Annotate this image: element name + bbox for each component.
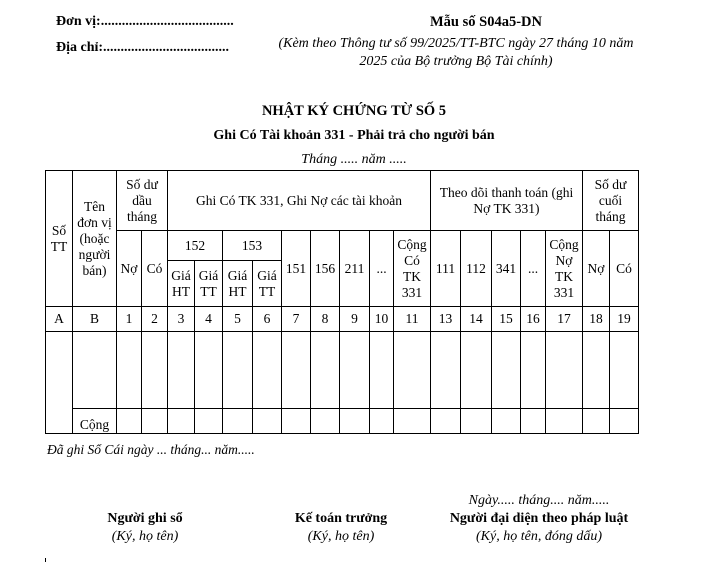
document-title: NHẬT KÝ CHỨNG TỪ SỐ 5 [261, 103, 447, 119]
header-acc-112: 112 [461, 231, 492, 307]
column-code: 16 [521, 307, 546, 332]
data-cell [394, 332, 431, 409]
data-cell [195, 332, 223, 409]
address-field-label: Địa chỉ:.................................... [56, 40, 230, 55]
total-cell [311, 409, 340, 434]
total-cell [521, 409, 546, 434]
header-acc-156: 156 [311, 231, 340, 307]
header-opening-credit: Có [142, 231, 168, 307]
data-cell [46, 332, 73, 434]
header-acc-151: 151 [282, 231, 311, 307]
data-cell [583, 332, 610, 409]
data-cell [168, 332, 195, 409]
column-code: 8 [311, 307, 340, 332]
data-cell [431, 332, 461, 409]
total-cell [492, 409, 521, 434]
table-row [46, 332, 639, 409]
signature-date-line: Ngày..... tháng.... năm..... [468, 493, 610, 508]
header-acc-other: ... [370, 231, 394, 307]
column-code: 19 [610, 307, 639, 332]
column-code: 13 [431, 307, 461, 332]
column-code: 7 [282, 307, 311, 332]
header-152-price-ht: Giá HT [168, 261, 195, 307]
column-code: 2 [142, 307, 168, 332]
data-cell [340, 332, 370, 409]
column-code: 17 [546, 307, 583, 332]
total-cell [546, 409, 583, 434]
signature-recorder [70, 510, 220, 546]
column-code: B [73, 307, 117, 332]
column-code: 14 [461, 307, 492, 332]
header-payment-group: Theo dõi thanh toán (ghi Nợ TK 331) [431, 171, 583, 231]
signature-chief-accountant [266, 510, 416, 546]
total-label: Cộng [73, 409, 117, 434]
circular-note: (Kèm theo Thông tư số 99/2025/TT-BTC ngày 27 tháng 10 năm 2025 của Bộ trưởng Bộ Tài chính) [278, 36, 634, 69]
unit-field-label: Đơn vị:...................................... [56, 14, 234, 29]
total-cell [340, 409, 370, 434]
column-code: 6 [253, 307, 282, 332]
header-opening-debit: Nợ [117, 231, 142, 307]
data-cell [253, 332, 282, 409]
header-supplier: Tên đơn vị (hoặc người bán) [73, 171, 117, 307]
column-code: 5 [223, 307, 253, 332]
total-cell [117, 409, 142, 434]
header-152-price-tt: Giá TT [195, 261, 223, 307]
data-cell [461, 332, 492, 409]
column-code-row [46, 307, 639, 332]
header-total-debit-331: Cộng Nợ TK 331 [546, 231, 583, 307]
header-153-price-ht: Giá HT [223, 261, 253, 307]
total-cell [195, 409, 223, 434]
total-cell [168, 409, 195, 434]
data-cell [117, 332, 142, 409]
header-acc-111: 111 [431, 231, 461, 307]
header-opening-balance: Số dư dầu tháng [117, 171, 168, 231]
header-acc-211: 211 [340, 231, 370, 307]
ledger-posted-note: Đã ghi Sổ Cái ngày ... tháng... năm..... [47, 442, 255, 457]
header-closing-debit: Nợ [583, 231, 610, 307]
data-cell [142, 332, 168, 409]
header-acc-152: 152 [168, 231, 223, 261]
total-cell [253, 409, 282, 434]
header-closing-balance: Số dư cuối tháng [583, 171, 639, 231]
header-acc-341: 341 [492, 231, 521, 307]
total-cell [583, 409, 610, 434]
header-acc-other-debit: ... [521, 231, 546, 307]
column-code: 10 [370, 307, 394, 332]
journal-table [45, 170, 639, 434]
data-cell [610, 332, 639, 409]
total-cell [461, 409, 492, 434]
total-row [46, 409, 639, 434]
header-total-credit-331: Cộng Có TK 331 [394, 231, 431, 307]
total-cell [610, 409, 639, 434]
document-subtitle: Ghi Có Tài khoản 331 - Phải trả cho người bán [213, 128, 495, 143]
period-line: Tháng ..... năm ..... [301, 152, 407, 167]
total-cell [431, 409, 461, 434]
data-cell [282, 332, 311, 409]
total-cell [282, 409, 311, 434]
data-cell [223, 332, 253, 409]
column-code: 1 [117, 307, 142, 332]
total-cell [142, 409, 168, 434]
total-cell [223, 409, 253, 434]
column-code: 15 [492, 307, 521, 332]
signature-legal-representative [430, 492, 648, 546]
signature-note: (Ký, họ tên) [307, 529, 375, 544]
signature-title: Người đại diện theo pháp luật [449, 511, 629, 526]
header-acc-153: 153 [223, 231, 282, 261]
data-cell [546, 332, 583, 409]
signature-title: Kế toán trưởng [294, 511, 388, 526]
header-closing-credit: Có [610, 231, 639, 307]
signature-note: (Ký, họ tên, đóng dấu) [476, 529, 602, 544]
data-cell [492, 332, 521, 409]
column-code: 4 [195, 307, 223, 332]
header-seq: Số TT [46, 171, 73, 307]
column-code: A [46, 307, 73, 332]
header-credit-331-group: Ghi Có TK 331, Ghi Nợ các tài khoản [168, 171, 431, 231]
column-code: 18 [583, 307, 610, 332]
data-cell [370, 332, 394, 409]
data-cell [73, 332, 117, 409]
signature-note: (Ký, họ tên) [111, 529, 179, 544]
column-code: 11 [394, 307, 431, 332]
column-code: 9 [340, 307, 370, 332]
form-number: Mẫu số S04a5-DN [430, 14, 542, 30]
total-cell [394, 409, 431, 434]
page-mark [45, 558, 46, 562]
data-cell [521, 332, 546, 409]
total-cell [370, 409, 394, 434]
data-cell [311, 332, 340, 409]
signature-title: Người ghi sổ [107, 511, 183, 526]
column-code: 3 [168, 307, 195, 332]
header-153-price-tt: Giá TT [253, 261, 282, 307]
